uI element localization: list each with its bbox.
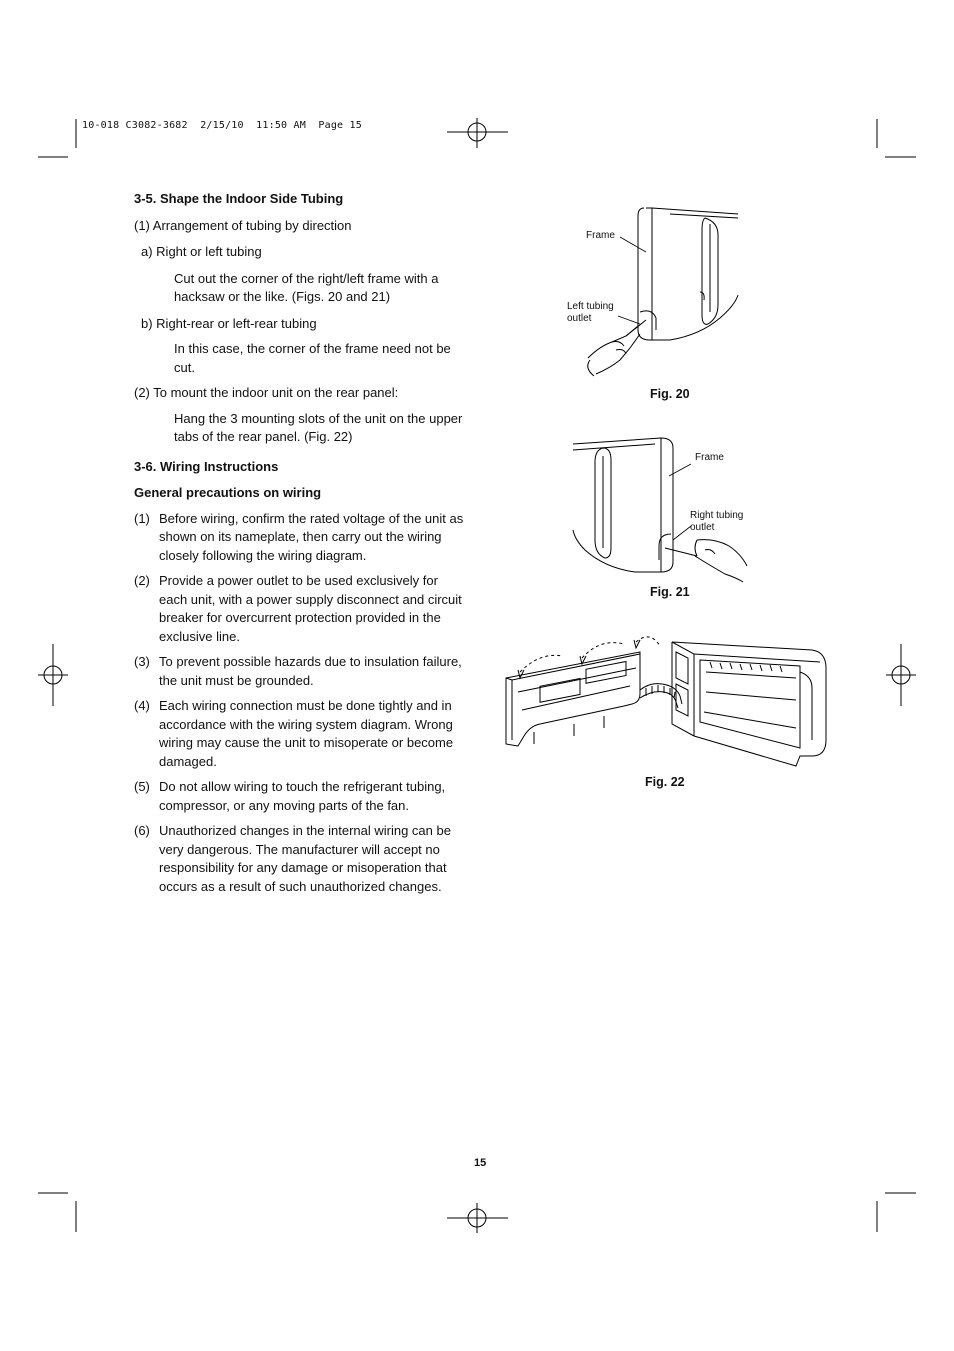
callout-line: outlet: [567, 313, 592, 324]
fig20-outlet-callout: [567, 301, 614, 325]
list-item-text: Do not allow wiring to touch the refrigerant tubing, compressor, or any moving parts of the fan.: [159, 779, 446, 813]
list-item: [134, 510, 466, 566]
list-item: [134, 778, 466, 815]
main-text-column: [134, 190, 466, 896]
section-heading-3-6: 3-6. Wiring Instructions: [134, 458, 279, 474]
fig21-outlet-callout: [690, 510, 743, 534]
list-item: [134, 572, 466, 646]
callout-line: Left tubing: [567, 301, 614, 312]
subheading: General precautions on wiring: [134, 485, 322, 500]
list-item-number: (1): [134, 510, 150, 526]
list-item-text: Hang the 3 mounting slots of the unit on the upper tabs of the rear panel. (Fig. 22): [174, 410, 463, 444]
list-item-text: Provide a power outlet to be used exclusively for each unit, with a power supply disconnect and circuit breaker for overcurrent protection provided in the exclusive line.: [159, 573, 462, 644]
sub-item-a-text: Cut out the corner of the right/left frame with a hacksaw or the like. (Figs. 20 and 21): [174, 270, 439, 304]
fig21-label: Fig. 21: [650, 585, 690, 599]
list-item-number: (3): [134, 654, 150, 669]
list-item: [134, 653, 466, 690]
callout-line: Right tubing: [690, 510, 744, 521]
fig20-label: Fig. 20: [650, 387, 690, 401]
list-item: [134, 822, 466, 896]
list-item: (1) Arrangement of tubing by direction: [134, 217, 352, 233]
figure-22-illustration: [500, 632, 835, 774]
list-item-text: Each wiring connection must be done tightly and in accordance with the wiring system diagram. Wrong wiring may cause the unit to misoperate or become damaged.: [159, 698, 454, 769]
page-number: 15: [474, 1157, 487, 1169]
sub-item-b-text: In this case, the corner of the frame need not be cut.: [174, 341, 451, 375]
list-item-number: (4): [134, 698, 150, 713]
list-item-number: (5): [134, 779, 150, 794]
fig21-frame-callout: Frame: [695, 452, 724, 463]
list-item-text: Unauthorized changes in the internal wiring can be very dangerous. The manufacturer will accept no responsibility for any damage or misoperation that occurs as a result of such unauthorized changes.: [159, 823, 451, 894]
sub-item-b: b) Right-rear or left-rear tubing: [141, 315, 317, 331]
list-item-number: (6): [134, 823, 150, 838]
list-item-text: To prevent possible hazards due to insulation failure, the unit must be grounded.: [159, 654, 462, 688]
list-item-text: Before wiring, confirm the rated voltage of the unit as shown on its nameplate, then carry out the wiring closely following the wiring diagram.: [159, 510, 464, 563]
fig20-frame-callout: Frame: [586, 230, 615, 241]
list-item: (2) To mount the indoor unit on the rear panel:: [134, 385, 399, 400]
list-item: [134, 697, 466, 771]
print-slug-header: 10-018 C3082-3682 2/15/10 11:50 AM Page 15: [82, 120, 362, 131]
list-item-number: (2): [134, 573, 150, 588]
fig22-label: Fig. 22: [645, 775, 685, 789]
sub-item-a: a) Right or left tubing: [141, 244, 262, 259]
figure-21-illustration: [565, 430, 755, 585]
callout-line: outlet: [690, 522, 715, 533]
section-heading-3-5: 3-5. Shape the Indoor Side Tubing: [134, 191, 344, 206]
figure-20-illustration: [560, 200, 750, 385]
